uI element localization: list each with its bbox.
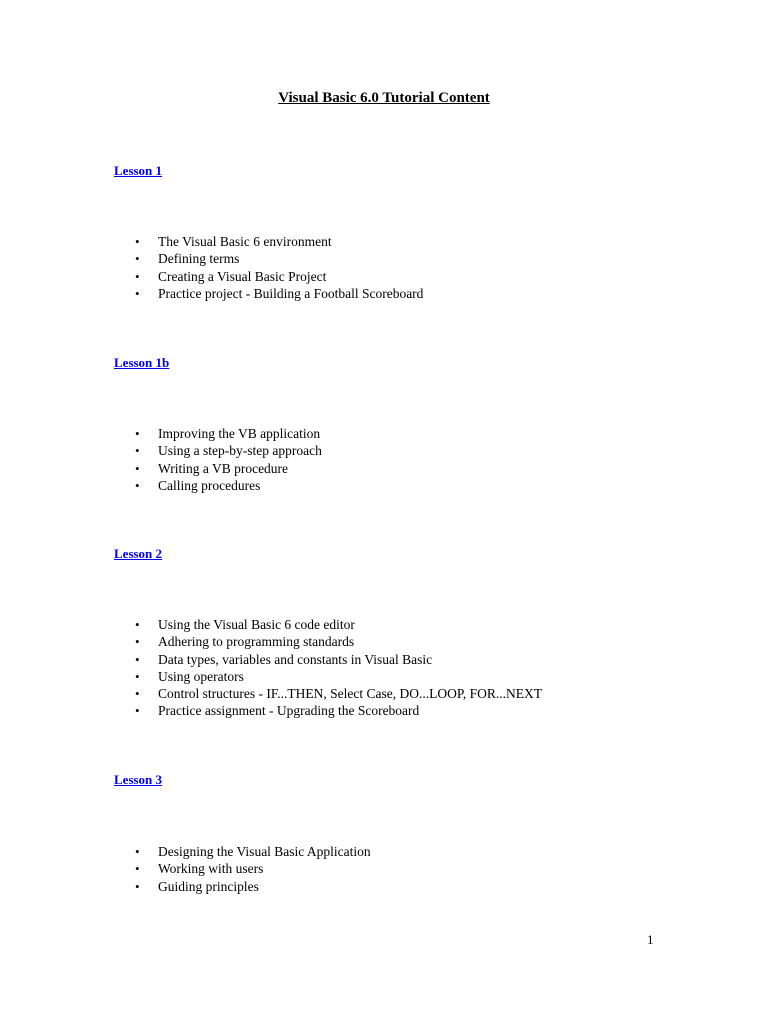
list-item-text: Practice assignment - Upgrading the Scoreboard	[158, 703, 420, 719]
list-item-text: Using a step-by-step approach	[158, 443, 322, 459]
list-item-text: Using operators	[158, 668, 244, 684]
lesson-1-link[interactable]: Lesson 1	[114, 163, 163, 178]
list-item	[114, 268, 423, 285]
list-item	[114, 685, 542, 702]
bullet-icon: •	[135, 634, 140, 650]
bullet-icon: •	[135, 443, 140, 459]
list-item-text: Designing the Visual Basic Application	[158, 844, 371, 859]
list-item	[114, 633, 542, 650]
page-number: 1	[647, 932, 654, 947]
list-item-text: Using the Visual Basic 6 code editor	[158, 617, 355, 632]
list-item	[114, 442, 322, 459]
lesson-2-link[interactable]: Lesson 2	[114, 546, 163, 561]
list-item-text: Working with users	[158, 861, 264, 877]
list-item-text: Writing a VB procedure	[158, 460, 289, 476]
list-item	[114, 668, 542, 685]
bullet-icon: •	[135, 617, 140, 632]
list-item	[114, 460, 322, 477]
list-item	[114, 233, 423, 250]
list-item	[114, 616, 542, 633]
page-title: Visual Basic 6.0 Tutorial Content	[278, 90, 490, 106]
lesson-1b-topics	[114, 425, 322, 494]
bullet-icon: •	[135, 426, 140, 441]
list-item	[114, 250, 423, 267]
list-item-text: Creating a Visual Basic Project	[158, 268, 327, 284]
list-item-text: Adhering to programming standards	[158, 634, 355, 650]
bullet-icon: •	[135, 285, 140, 301]
list-item	[114, 651, 542, 668]
bullet-icon: •	[135, 234, 140, 249]
bullet-icon: •	[135, 686, 140, 702]
bullet-icon: •	[135, 477, 140, 493]
list-item	[114, 425, 322, 442]
list-item	[114, 285, 423, 302]
list-item-text: The Visual Basic 6 environment	[158, 234, 332, 249]
bullet-icon: •	[135, 251, 140, 267]
bullet-icon: •	[135, 651, 140, 667]
list-item-text: Calling procedures	[158, 477, 261, 493]
bullet-icon: •	[135, 878, 140, 894]
lesson-3-topics	[114, 843, 371, 895]
bullet-icon: •	[135, 268, 140, 284]
list-item-text: Improving the VB application	[158, 426, 321, 441]
bullet-icon: •	[135, 861, 140, 877]
list-item-text: Practice project - Building a Football Scoreboard	[158, 285, 424, 301]
bullet-icon: •	[135, 844, 140, 859]
bullet-icon: •	[135, 703, 140, 719]
list-item-text: Control structures - IF...THEN, Select Case, DO...LOOP, FOR...NEXT	[158, 686, 543, 702]
bullet-icon: •	[135, 668, 140, 684]
list-item	[114, 477, 322, 494]
lesson-1b-link[interactable]: Lesson 1b	[114, 355, 170, 370]
list-item-text: Data types, variables and constants in Visual Basic	[158, 651, 433, 667]
bullet-icon: •	[135, 460, 140, 476]
list-item	[114, 878, 371, 895]
lesson-2-topics	[114, 616, 542, 720]
lesson-3-link[interactable]: Lesson 3	[114, 772, 163, 787]
list-item	[114, 860, 371, 877]
list-item-text: Guiding principles	[158, 878, 259, 894]
list-item	[114, 702, 542, 719]
list-item	[114, 843, 371, 860]
lesson-1-topics	[114, 233, 423, 302]
list-item-text: Defining terms	[158, 251, 240, 267]
